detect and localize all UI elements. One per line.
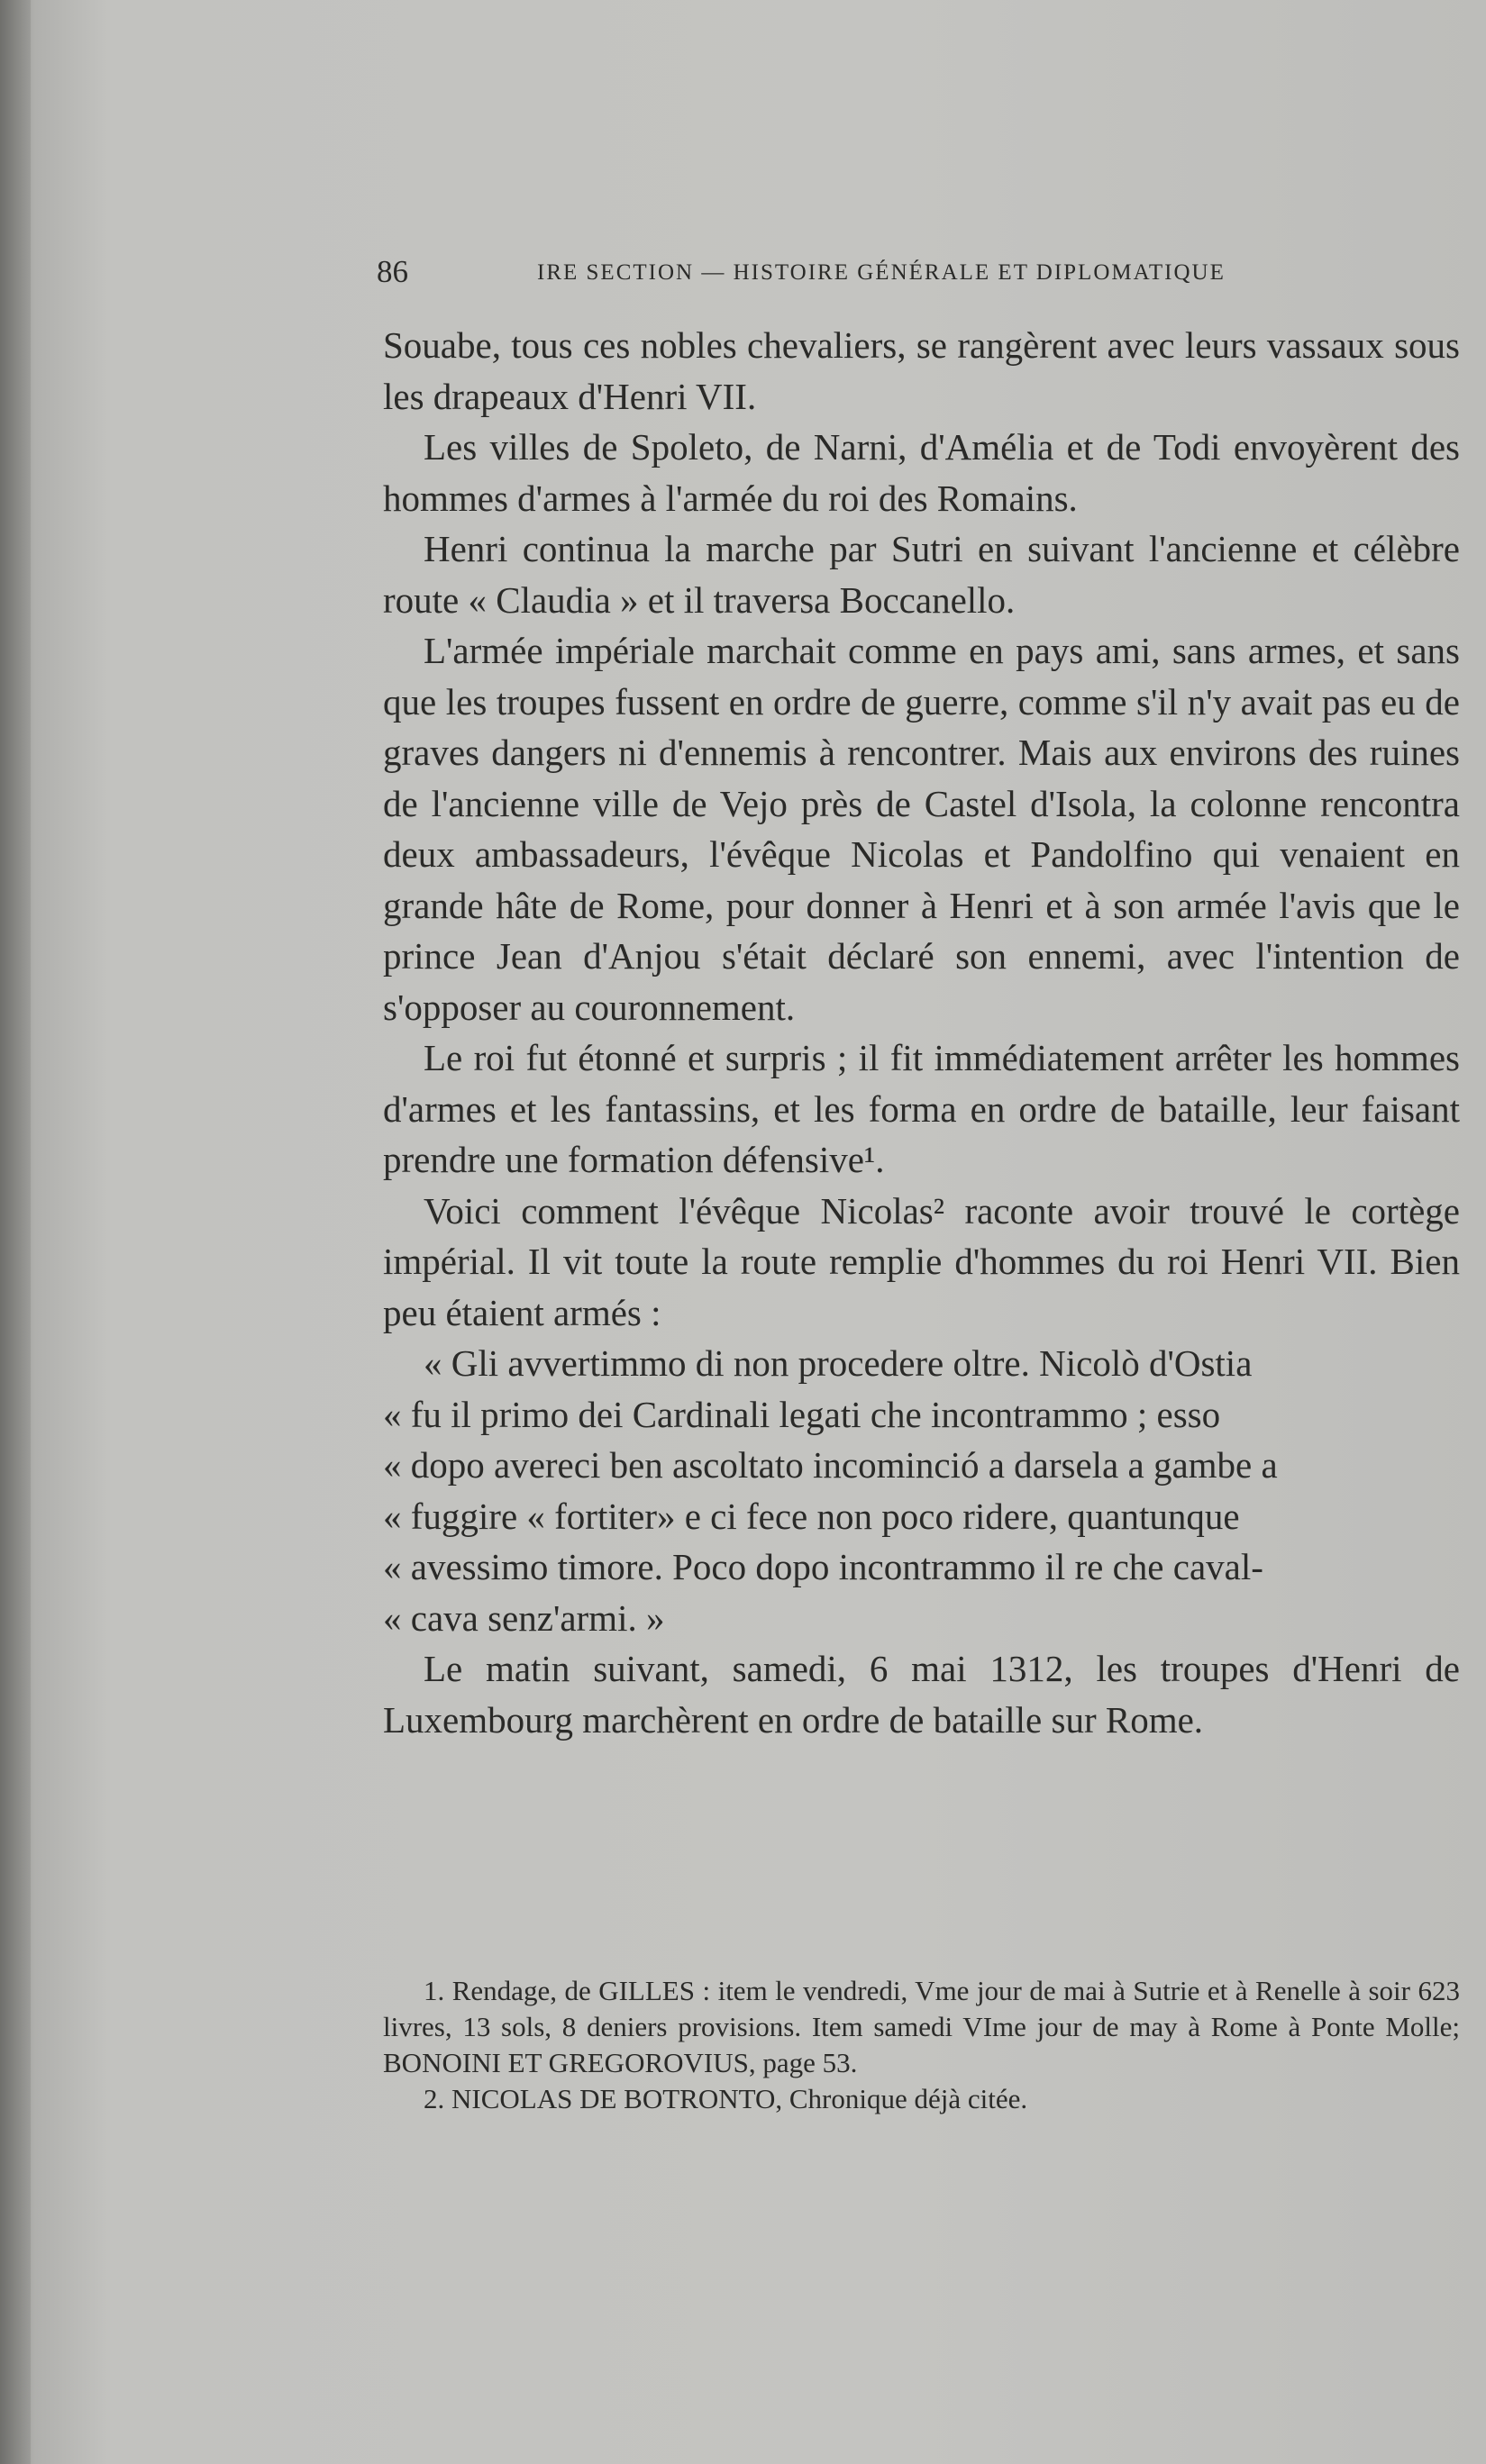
footnotes [383,1973,1460,2117]
page-spine-shadow [0,0,31,2464]
quote-line: « fu il primo dei Cardinali legati che incontrammo ; esso [383,1393,1221,1435]
paragraph: Le matin suivant, samedi, 6 mai 1312, les troupes d'Henri de Luxembourg marchèrent en ordre de bataille sur Rome. [383,1648,1460,1741]
section-title: IRE SECTION — HISTOIRE GÉNÉRALE ET DIPLOMATIQUE [537,260,1226,285]
quote-line: « cava senz'armi. » [383,1596,665,1639]
quote-line: « avessimo timore. Poco dopo incontrammo il re che caval- [383,1546,1263,1587]
paragraph: L'armée impériale marchait comme en pays ami, sans armes, et sans que les troupes fussent en ordre de guerre, comme s'il n'y avait pas eu de graves dangers ni d'ennemis à rencontrer. Mais aux environs des ruines de l'ancienne ville de Vejo près de Castel d'Isola, la colonne rencontra deux ambassadeurs, l'évêque Nicolas et Pandolfino qui venaient en grande hâte de Rome, pour donner à Henri et à son armée l'avis que le prince Jean d'Anjou s'était déclaré son ennemi, avec l'intention de s'opposer au couronnement. [383,630,1460,1028]
paragraph: Voici comment l'évêque Nicolas² raconte avoir trouvé le cortège impérial. Il vit toute la route remplie d'hommes du roi Henri VII. Bien peu étaient armés : [383,1189,1460,1333]
page-number: 86 [377,254,408,289]
paragraph: Les villes de Spoleto, de Narni, d'Amélia et de Todi envoyèrent des hommes d'armes à l'armée du roi des Romains. [383,426,1460,519]
quote-line: « fuggire « fortiter» e ci fece non poco ridere, quantunque [383,1495,1240,1537]
quote-line: « Gli avvertimmo di non procedere oltre. Nicolò d'Ostia [424,1342,1253,1384]
main-text [383,320,1460,1745]
running-header [377,254,1458,299]
italian-quote [383,1338,1460,1643]
footnote: 1. Rendage, de GILLES : item le vendredi, Vme jour de mai à Sutrie et à Renelle à soir 623 livres, 13 sols, 8 deniers provisions. Item samedi VIme jour de may à Rome à Ponte Molle; BONOINI ET GREGOROVIUS, page 53. [383,1975,1460,2078]
paragraph: Le roi fut étonné et surpris ; il fit immédiatement arrêter les hommes d'armes et les fantassins, et les forma en ordre de bataille, leur faisant prendre une formation défensive¹. [383,1037,1460,1180]
footnote: 2. NICOLAS DE BOTRONTO, Chronique déjà citée. [424,2083,1028,2114]
paragraph: Souabe, tous ces nobles chevaliers, se rangèrent avec leurs vassaux sous les drapeaux d'Henri VII. [383,324,1460,417]
quote-line: « dopo avereci ben ascoltato incominció a darsela a gambe a [383,1444,1278,1486]
paragraph: Henri continua la marche par Sutri en suivant l'ancienne et célèbre route « Claudia » et il traversa Boccanello. [383,528,1460,621]
